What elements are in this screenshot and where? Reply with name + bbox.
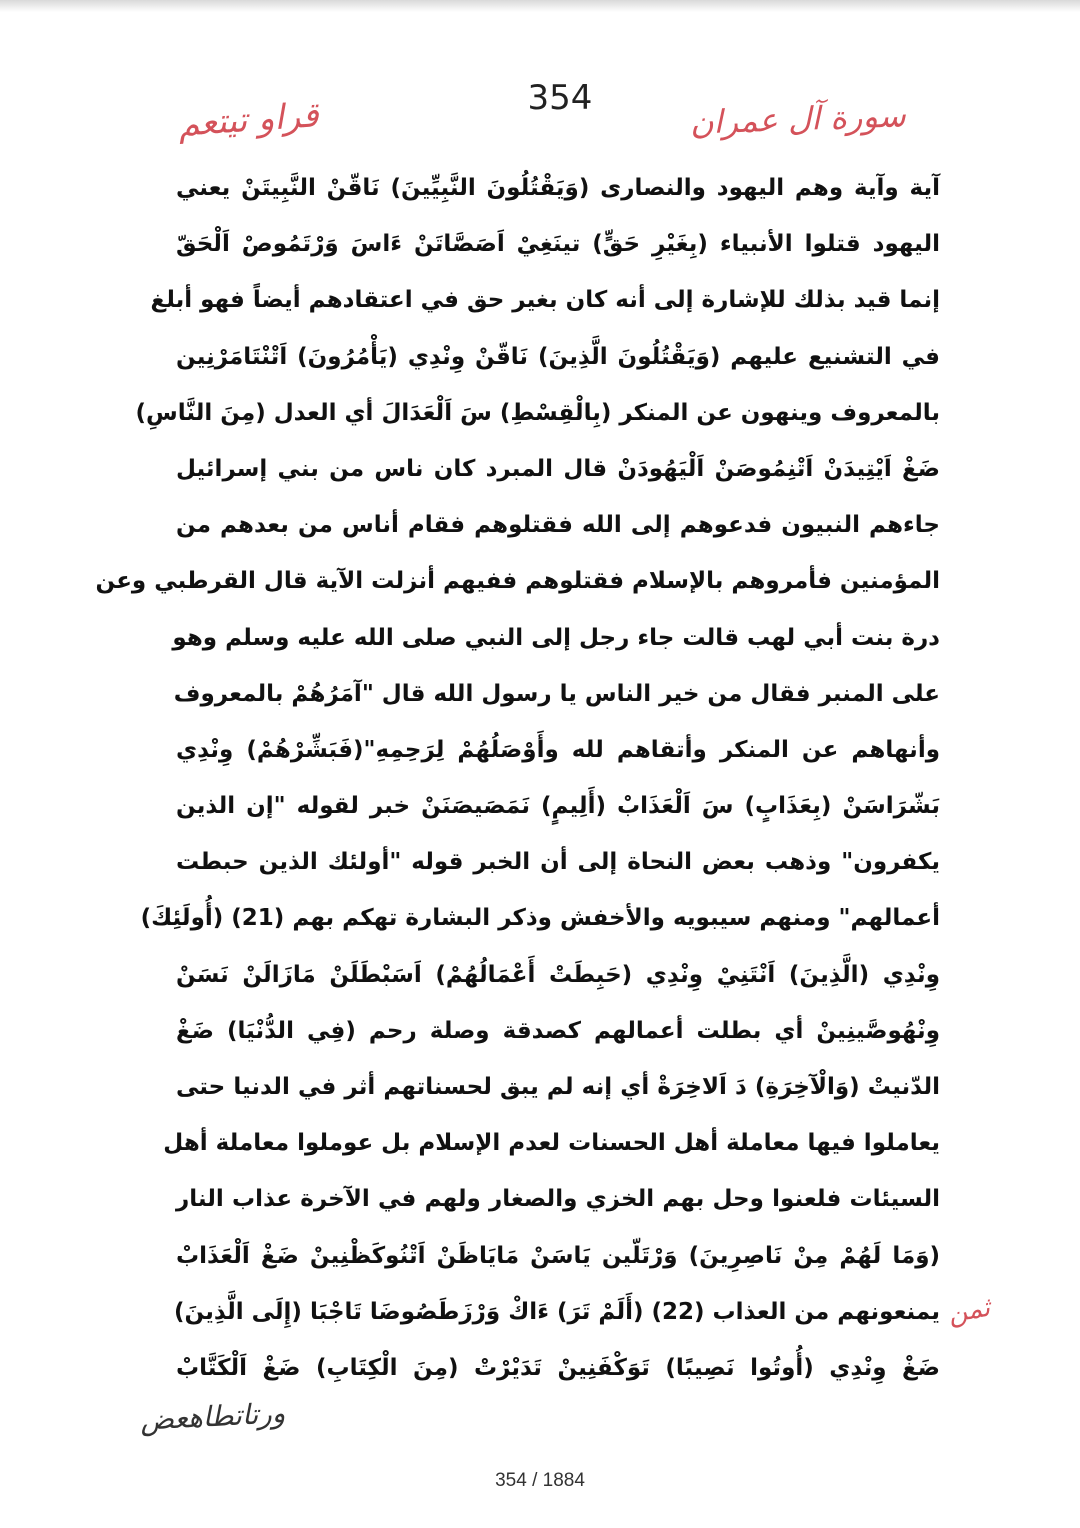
text-line: السيئات فلعنوا وحل بهم الخزي والصغار ولهم في الآخرة عذاب النار	[176, 1186, 940, 1213]
handwritten-margin-note: ثمن	[945, 1292, 993, 1330]
text-line: وِنْهُوصَّينِينْ أي بطلت أعمالهم كصدقة وصلة رحم (فِي الدُّنْيَا) ضَغْ	[176, 1017, 940, 1044]
text-line: بَشّرَاسَنْ (بِعَذَابٍ) سَ اَلْعَذَابْ (أَلِيمٍ) نَمَصَيصَنَنْ خبر لقوله "إن الذين	[176, 793, 940, 820]
main-text-block	[95, 160, 940, 1396]
text-line: اليهود قتلوا الأنبياء (بِغَيْرِ حَقٍّ) تينَغِيْ اَصَصَّاتَنْ ءَاسَ وَرْتَمُوصْ اَلْحَقّ	[176, 231, 940, 258]
text-line: يعاملوا فيها معاملة أهل الحسنات لعدم الإسلام بل عوملوا معاملة أهل	[163, 1130, 940, 1157]
page-indicator: 354 / 1884	[495, 1470, 585, 1491]
text-line: ضَغْ وِنْدِي (أُوتُوا نَصِيبًا) تَوَكْفَنِينْ تَدَيْرْتْ (مِنَ الْكِتَابِ) ضَغْ اَلْكَتَّابْ	[176, 1354, 940, 1381]
text-line: وِنْدِي (الَّذِينَ) اَنْتَنِيْ وِنْدِي (حَبِطَتْ أَعْمَالُهُمْ) اَسَبْطَلَنْ مَازَالَنْ نَسَنْ	[176, 961, 940, 988]
page-number: 354	[527, 78, 593, 118]
text-line: درة بنت أبي لهب قالت جاء رجل إلى النبي صلى الله عليه وسلم وهو	[172, 624, 940, 651]
text-line: بالمعروف وينهون عن المنكر (بِالْقِسْطِ) سَ اَلْعَدَالَ أي العدل (مِنَ النَّاسِ)	[135, 399, 940, 426]
text-line: وأنهاهم عن المنكر وأتقاهم لله وأَوْصَلُهُمْ لِرَحِمِهِ"(فَبَشِّرْهُمْ) وِنْدِي	[176, 736, 940, 763]
text-line: في التشنيع عليهم (وَيَقْتُلُونَ الَّذِينَ) نَاقّنْ وِنْدِي (يَأْمُرُونَ) اَتْنْتَامَرْنِين	[176, 343, 940, 370]
text-line: (وَمَا لَهُمْ مِنْ نَاصِرِينَ) وَرْتَلّين يَاسَنْ مَايَاظَنْ اَتْنُوكَظْنِينْ ضَغْ اَلْعَذَابْ	[176, 1242, 940, 1269]
text-line: آية وآية وهم اليهود والنصارى (وَيَقْتُلُونَ النَّبِيِّينَ) نَاقّنْ النَّبِيتَنْ يعني	[176, 175, 940, 201]
handwritten-bottom-note: ورتاتطاهعض	[139, 1396, 287, 1437]
handwritten-note-left: قراو تيتعم	[176, 95, 320, 145]
text-line: إنما قيد بذلك للإشارة إلى أنه كان بغير حق في اعتقادهم أيضاً فهو أبلغ	[150, 287, 940, 314]
text-line: المؤمنين فأمروهم بالإسلام فقتلوهم ففيهم أنزلت الآية قال القرطبي وعن	[95, 568, 940, 595]
scan-edge-shadow	[0, 0, 1080, 12]
text-line: يكفرون" وذهب بعض النحاة إلى أن الخبر قوله "أولئك الذين حبطت	[176, 849, 940, 876]
text-line: جاءهم النبيون فدعوهم إلى الله فقتلوهم فقام أناس من بعدهم من	[176, 512, 940, 539]
text-line: الدّنيتْ (وَالْآخِرَةِ) دَ اَلاخِرَةْ أي إنه لم يبق لحسناتهم أثر في الدنيا حتى	[176, 1074, 940, 1100]
text-line: يمنعونهم من العذاب (22) (أَلَمْ تَرَ) ءَاكْ وَرْزَطَصُوضَا تَاجْبَا (إِلَى الَّذِينَ)	[173, 1298, 940, 1325]
text-line: ضَغْ اَيْتِيدَنْ اَتْنِمُوصَنْ اَلْيَهُودَنْ قال المبرد كان ناس من بني إسرائيل	[176, 455, 940, 482]
text-line: أعمالهم" ومنهم سيبويه والأخفش وذكر البشارة تهكم بهم (21) (أُولَئِكَ)	[140, 905, 940, 932]
handwritten-surah-title: سورة آل عمران	[689, 96, 907, 142]
text-line: على المنبر فقال من خير الناس يا رسول الله قال "آمَرُهُمْ بالمعروف	[173, 680, 940, 707]
